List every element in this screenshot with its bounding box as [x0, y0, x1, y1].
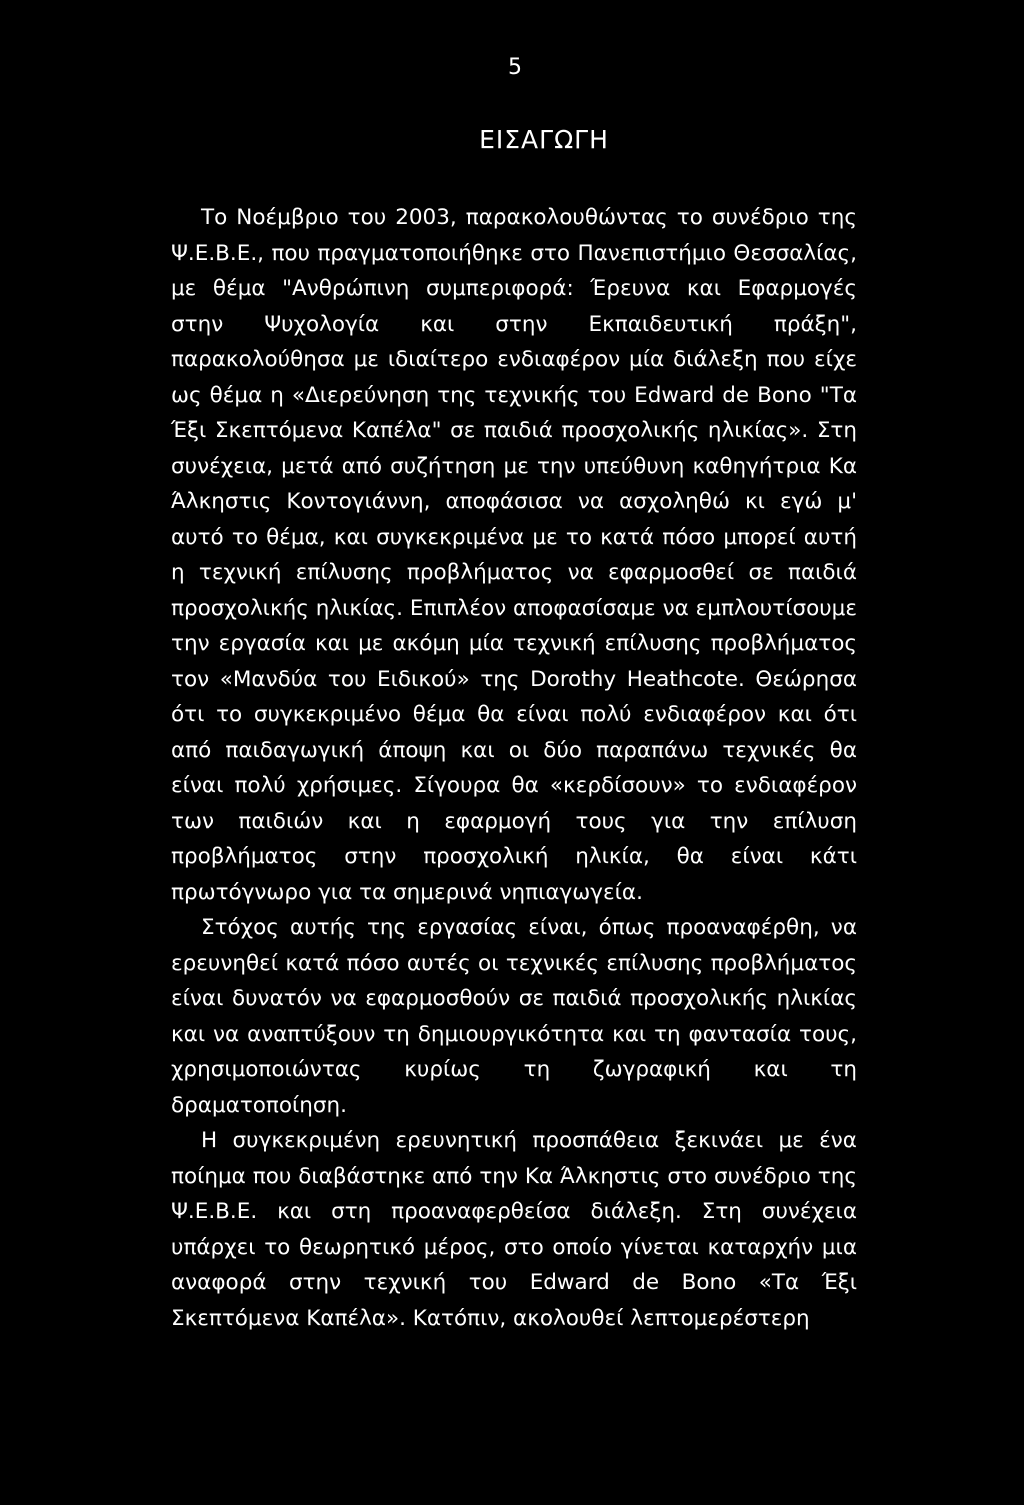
paragraph-2: Στόχος αυτής της εργασίας είναι, όπως προαναφέρθη, να ερευνηθεί κατά πόσο αυτές οι τεχνικές επίλυσης προβλήματος είναι δυνατόν να εφαρμοσθούν σε παιδιά προσχολικής ηλικίας και να αναπτύξουν τη δημιουργικότητα και τη φαντασία τους, χρησιμοποιώντας κυρίως τη ζωγραφική και τη δραματοποίηση. — [171, 915, 857, 1118]
body-text — [171, 200, 857, 1336]
paragraph-1: Το Νοέμβριο του 2003, παρακολουθώντας το συνέδριο της Ψ.Ε.Β.Ε., που πραγματοποιήθηκε στο Πανεπιστήμιο Θεσσαλίας, με θέμα "Ανθρώπινη συμπεριφορά: Έρευνα και Εφαρμογές στην Ψυχολογία και στην Εκπαιδευτική πράξη", παρακολούθησα με ιδιαίτερο ενδιαφέρον μία διάλεξη που είχε ως θέμα η «Διερεύνηση της τεχνικής του Edward de Bono "Τα Έξι Σκεπτόμενα Καπέλα" σε παιδιά προσχολικής ηλικίας». Στη συνέχεια, μετά από συζήτηση με την υπεύθυνη καθηγήτρια Κα Άλκηστις Κοντογιάννη, αποφάσισα να ασχοληθώ κι εγώ μ' αυτό το θέμα, και συγκεκριμένα με το κατά πόσο μπορεί αυτή η τεχνική επίλυσης προβλήματος να εφαρμοσθεί σε παιδιά προσχολικής ηλικίας. Επιπλέον αποφασίσαμε να εμπλουτίσουμε την εργασία και με ακόμη μία τεχνική επίλυσης προβλήματος τον «Μανδύα του Ειδικού» της Dorothy Heathcote. Θεώρησα ότι το συγκεκριμένο θέμα θα είναι πολύ ενδιαφέρον και ότι από παιδαγωγική άποψη και οι δύο παραπάνω τεχνικές θα είναι πολύ χρήσιμες. Σίγουρα θα «κερδίσουν» το ενδιαφέρον των παιδιών και η εφαρμογή τους για την επίλυση προβλήματος στην προσχολική ηλικία, θα είναι κάτι πρωτόγνωρο για τα σημερινά νηπιαγωγεία. — [171, 205, 857, 905]
page-heading: ΕΙΣΑΓΩΓΗ — [479, 125, 609, 154]
paragraph-3: Η συγκεκριμένη ερευνητική προσπάθεια ξεκινάει με ένα ποίημα που διαβάστηκε από την Κα Άλκηστις στο συνέδριο της Ψ.Ε.Β.Ε. και στη προαναφερθείσα διάλεξη. Στη συνέχεια υπάρχει το θεωρητικό μέρος, στο οποίο γίνεται καταρχήν μια αναφορά στην τεχνική του Edward de Bono «Τα Έξι Σκεπτόμενα Καπέλα». Κατόπιν, ακολουθεί λεπτομερέστερη — [171, 1128, 857, 1331]
page-number: 5 — [508, 55, 522, 80]
